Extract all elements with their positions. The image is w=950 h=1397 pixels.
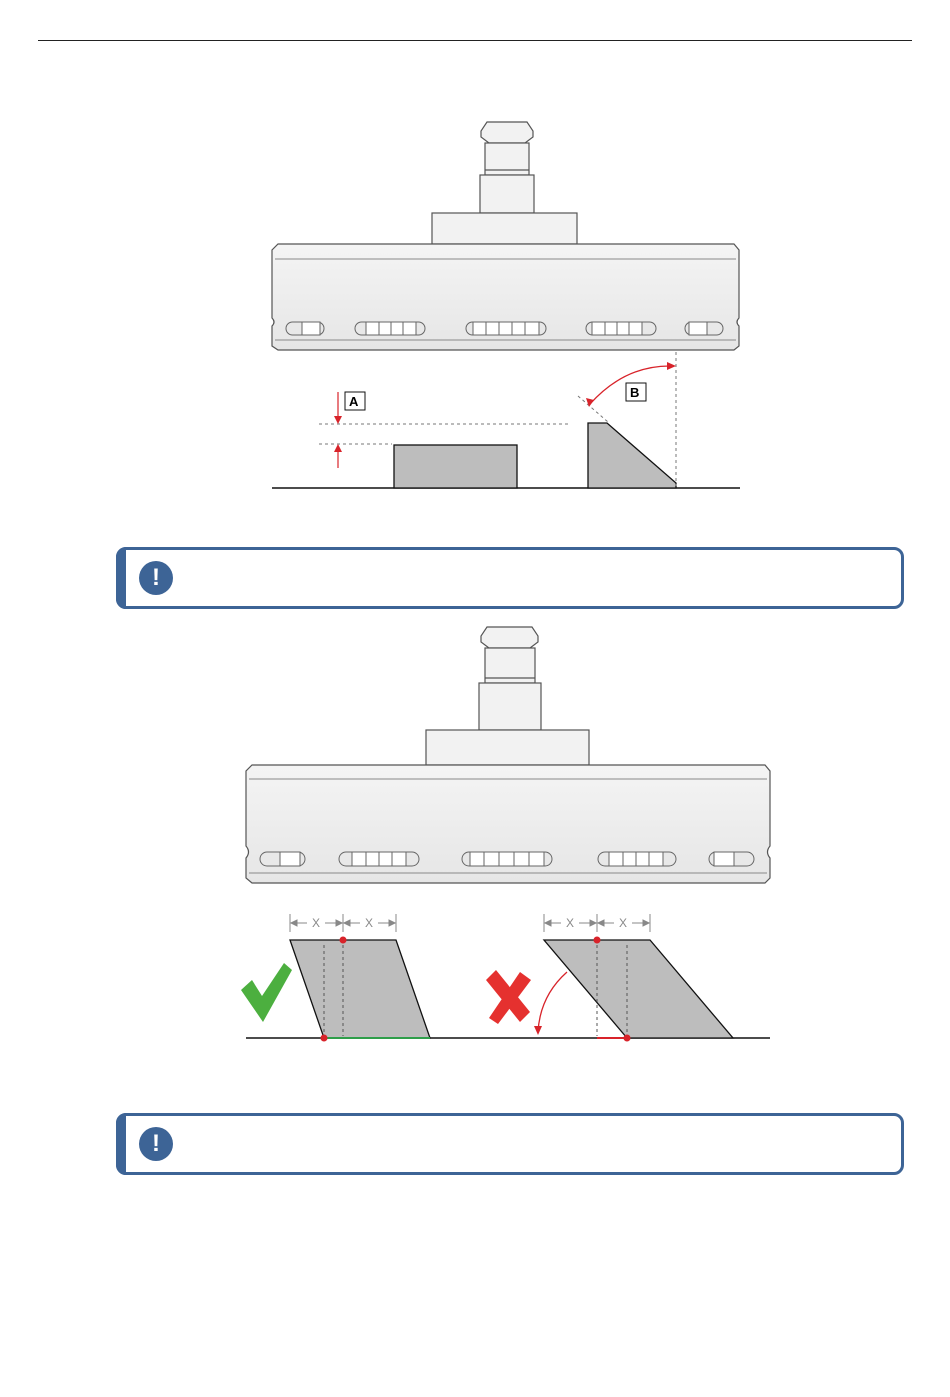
gripper-connector xyxy=(432,122,577,244)
wrong-example xyxy=(486,914,733,1042)
notice-stripe xyxy=(116,1113,126,1175)
label-a: A xyxy=(349,394,359,409)
check-mark-icon xyxy=(241,963,292,1022)
figure-height-angle xyxy=(0,0,950,520)
exclamation-icon: ! xyxy=(139,1127,173,1161)
figure-slope-contact xyxy=(0,615,950,1095)
workpiece-wedge xyxy=(588,423,676,488)
dim-label-x: X xyxy=(566,916,575,930)
workpiece-block xyxy=(394,445,517,488)
notice-box xyxy=(116,1113,904,1175)
notice-box xyxy=(116,547,904,609)
cross-mark-icon xyxy=(486,970,531,1024)
notice-stripe xyxy=(116,547,126,609)
correct-example xyxy=(241,914,430,1042)
gripper-connector xyxy=(426,627,589,765)
dim-label-x: X xyxy=(619,916,628,930)
label-b: B xyxy=(630,385,640,400)
exclamation-icon: ! xyxy=(139,561,173,595)
dim-label-x: X xyxy=(312,916,321,930)
dim-label-x: X xyxy=(365,916,374,930)
